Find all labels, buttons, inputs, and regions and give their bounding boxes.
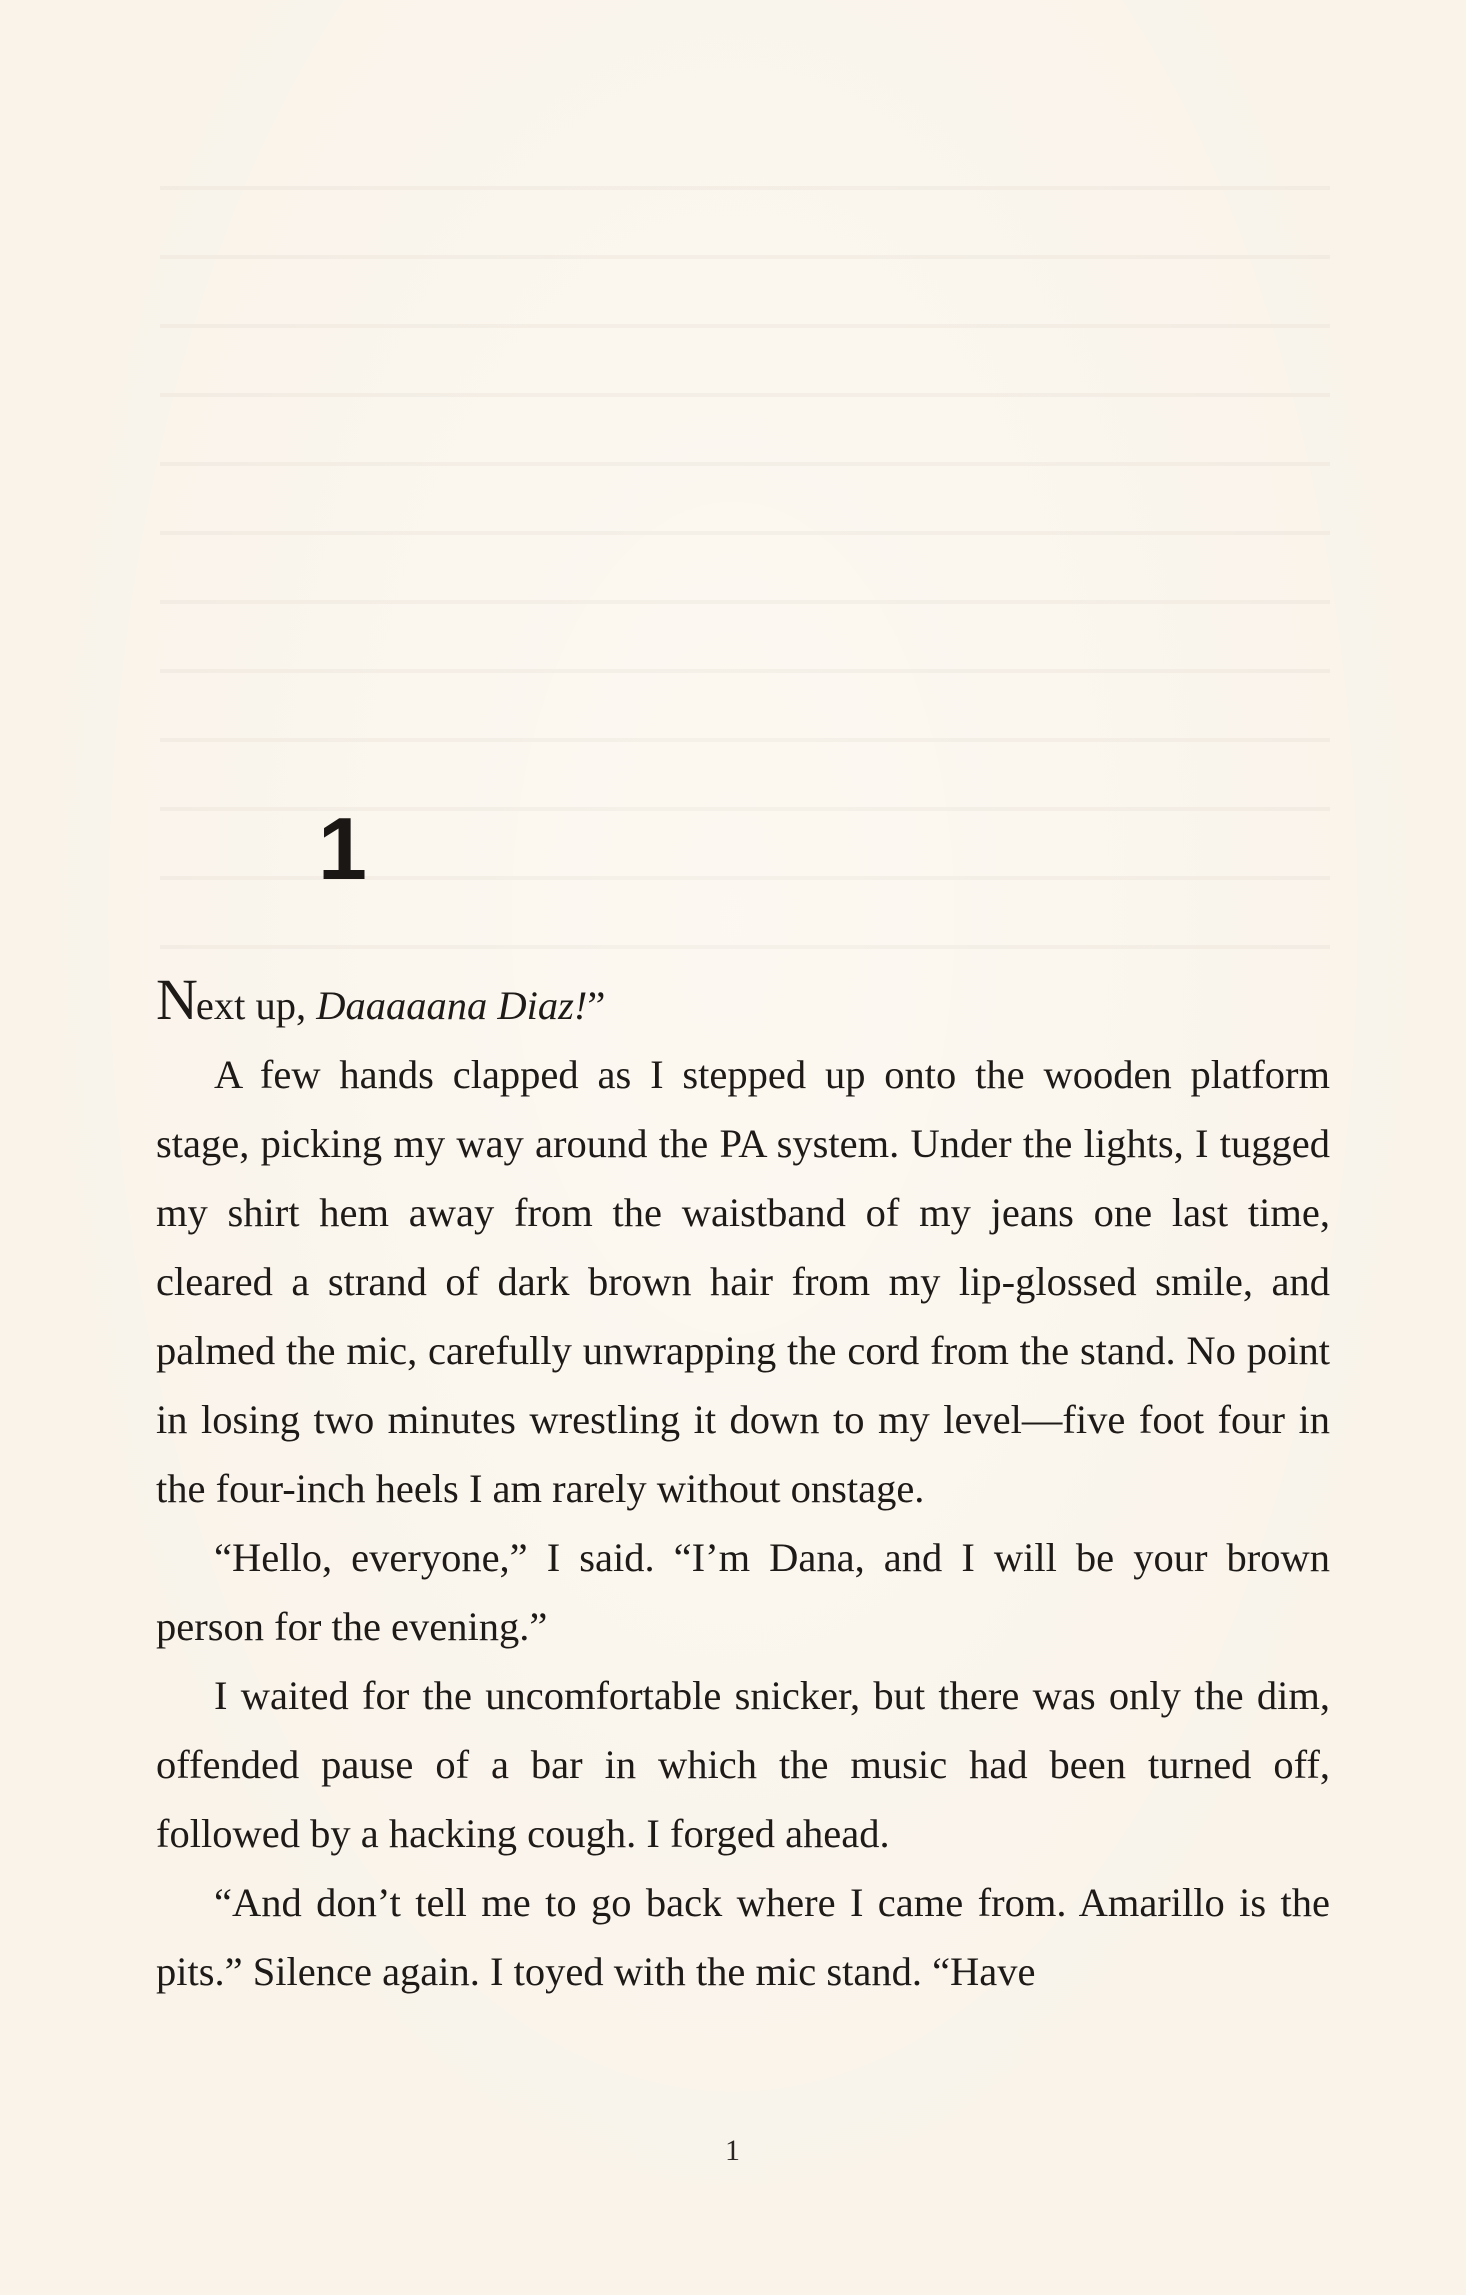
chapter-number: 1 <box>318 799 367 898</box>
paragraph-5: “And don’t tell me to go back where I came from. Amarillo is the pits.” Silence again. I toyed with the mic stand. “Have <box>156 1880 1330 1994</box>
paragraph-4: I waited for the uncomfortable snicker, but there was only the dim, offended pause of a bar in which the music had been turned off, followed by a hacking cough. I forged ahead. <box>156 1673 1330 1856</box>
body-text <box>156 965 1330 2006</box>
page-number: 1 <box>725 2134 741 2167</box>
paragraph-1-text: ext up, <box>195 983 317 1028</box>
paragraph-3: “Hello, everyone,” I said. “I’m Dana, and I will be your brown person for the evening.” <box>156 1535 1330 1649</box>
paragraph-1-close-quote: ” <box>587 983 606 1028</box>
paragraph-1 <box>156 965 1330 1040</box>
paragraph-2: A few hands clapped as I stepped up onto the wooden platform stage, picking my way around the PA system. Under the lights, I tugged my shirt hem away from the waistband of my jeans one last time, cleared a strand of dark brown hair from my lip-glossed smile, and palmed the mic, carefully unwrapping the cord from the stand. No point in losing two minutes wrestling it down to my level—five foot four in the four-inch heels I am rarely without onstage. <box>156 1052 1330 1511</box>
paragraph-1-italic: Daaaaana Diaz! <box>316 983 588 1028</box>
drop-cap: N <box>156 967 196 1032</box>
